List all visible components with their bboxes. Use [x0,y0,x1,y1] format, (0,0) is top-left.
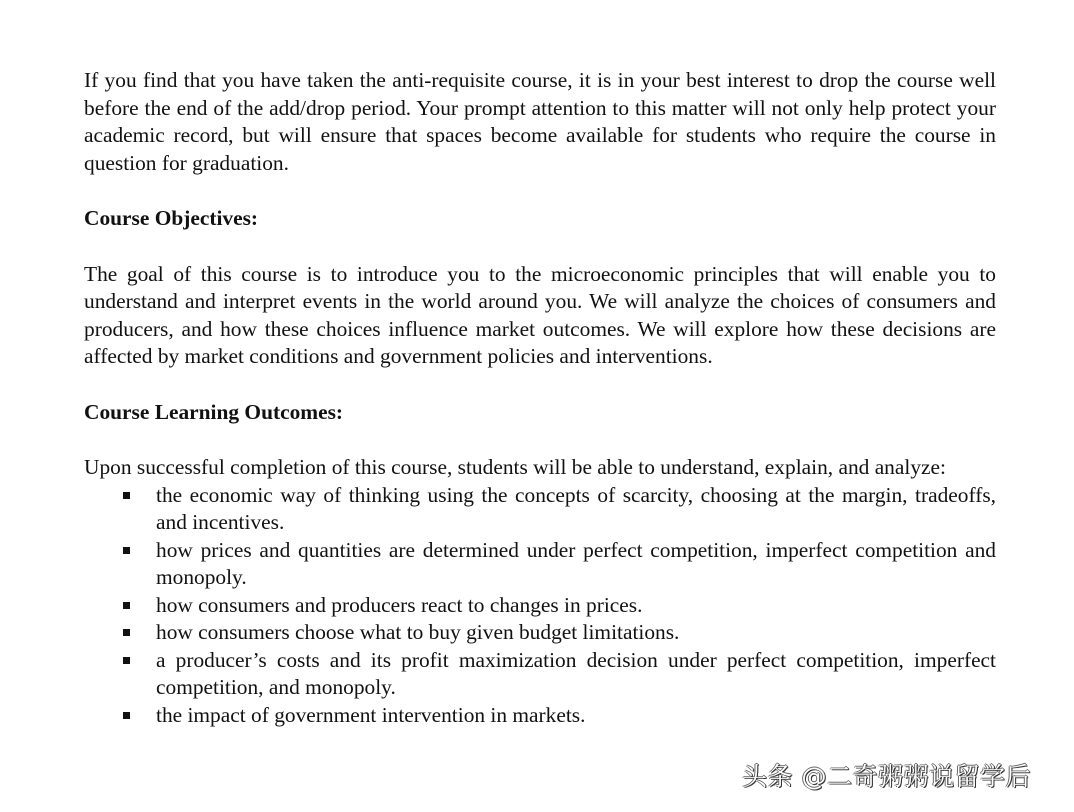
list-item: how consumers choose what to buy given budget limitations. [84,619,996,647]
list-item: how prices and quantities are determined under perfect competition, imperfect competition and monopoly. [84,537,996,592]
objectives-heading: Course Objectives: [84,206,259,230]
list-item: how consumers and producers react to changes in prices. [84,592,996,620]
document-page [84,67,996,729]
outcomes-intro: Upon successful completion of this course, students will be able to understand, explain, and analyze: [84,455,946,479]
objectives-paragraph: The goal of this course is to introduce you to the microeconomic principles that will enable you to understand and interpret events in the world around you. We will analyze the choices of consumers and producers, and how these choices influence market outcomes. We will explore how these decisions are affected by market conditions and government policies and interventions. [84,261,996,368]
outcomes-heading: Course Learning Outcomes: [84,399,344,424]
square-bullet-icon [123,547,130,554]
list-item: a producer’s costs and its profit maximization decision under perfect competition, imperfect competition, and monopoly. [84,647,996,702]
watermark: 头条 @二奇粥粥说留学后 [742,762,1031,791]
square-bullet-icon [123,712,130,719]
square-bullet-icon [123,602,130,609]
list-item: the impact of government intervention in markets. [84,702,996,730]
list-item: the economic way of thinking using the concepts of scarcity, choosing at the margin, tradeoffs, and incentives. [84,482,996,537]
intro-paragraph: If you find that you have taken the anti-requisite course, it is in your best interest to drop the course well before the end of the add/drop period. Your prompt attention to this matter will not only help protect your academic record, but will ensure that spaces become available for students who require the course in question for graduation. [84,68,996,175]
square-bullet-icon [123,492,130,499]
square-bullet-icon [123,657,130,664]
square-bullet-icon [123,629,130,636]
outcomes-list [84,482,996,730]
